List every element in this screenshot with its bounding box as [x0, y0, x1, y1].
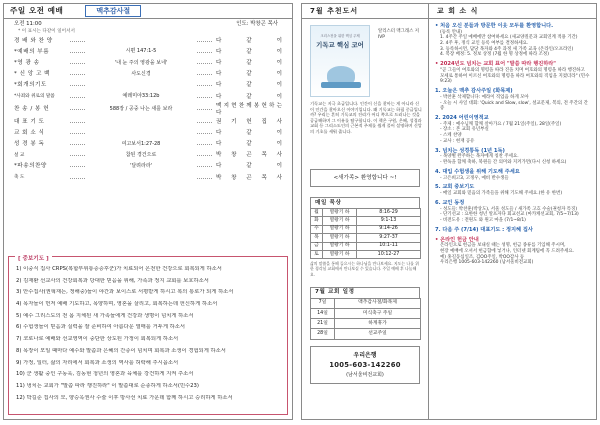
- news-item: [435, 227, 590, 234]
- worship-sub-info: [4, 19, 292, 28]
- table-row: [311, 209, 421, 217]
- order-item-person: 다 같 이: [216, 48, 282, 55]
- order-row: [14, 69, 282, 80]
- order-item-person: 다 같 이: [216, 129, 282, 136]
- prayer-item: 4) 목자들이 먼저 예배 기도하고, 목양하며, 영혼을 살리고, 회복하는데 헌신하게 하소서: [16, 301, 218, 308]
- table-row: [311, 319, 421, 329]
- right-left-column: [302, 4, 429, 419]
- order-item-person: 다 같 이: [216, 93, 282, 100]
- leader-dots: [197, 178, 212, 179]
- news-line: - 오늘 시 사일 대회: 'Quick and Slow, slow', 설교문제, 복의, 전 주간의 간증: [440, 100, 588, 112]
- table-cell: 목: [311, 234, 323, 242]
- leader-dots: [70, 41, 85, 42]
- table-cell: 14일: [311, 308, 335, 318]
- table-cell: 7일: [311, 298, 335, 308]
- prayer-title: [ 중보기도 ]: [15, 256, 52, 263]
- table-row: [311, 308, 421, 318]
- order-item-name: 교 회 소 식: [14, 129, 45, 136]
- book-cover-art-base: [321, 82, 361, 88]
- news-line: - 교사 : 현재 공유: [440, 138, 475, 144]
- news-heading: 2. 2024 어린이영적교: [435, 115, 489, 122]
- leader-dots: [197, 97, 212, 98]
- table-cell: 열왕기 하: [323, 234, 357, 242]
- order-item-person: 다 같 이: [216, 37, 282, 44]
- order-row: [14, 161, 282, 172]
- table-cell: 열왕기 하: [323, 209, 357, 217]
- table-cell: 10:12-27: [357, 250, 421, 258]
- table-cell: 토: [311, 250, 323, 258]
- table-row: [311, 225, 421, 233]
- news-heading: • 온라인 헌금 안내: [435, 236, 479, 243]
- order-item-person: 박 창 곤 목 사: [216, 174, 282, 181]
- book-author: 알리스터 맥그래스 저: [378, 29, 419, 34]
- order-item-content: 참된 경건으로: [125, 151, 157, 158]
- meditation-note: 삶의 말씀을 통해 들으시는 하나님을 만나보세요. 지도는 나를 위한 경각심 교회에서 만나보실 수 있습니다. 주일 예배 후 나눔해요.: [310, 261, 419, 277]
- new-family-welcome: <새가족> 환영합니다 ~!: [310, 169, 420, 187]
- leader-dots: [70, 144, 85, 145]
- prayer-item: 1) 이중식 집사 CRPS(복합부위통증증후군)가 치료되어 온전한 건강으로 회복되게 하소서: [16, 266, 222, 272]
- table-cell: 10:1-11: [357, 242, 421, 250]
- news-heading: 4. 대입 수험생을 위해 기도해 주세요: [435, 168, 520, 175]
- news-item: [435, 148, 590, 166]
- prayer-item: 2) 김재환 선교사의 건강회복과 당대한 믿음을 위해, 가족과 정지 교회를 보호하소서: [16, 277, 209, 284]
- order-item-name: 찬 송 / 봉 헌: [14, 106, 50, 113]
- order-item-name: *회개의기도: [14, 82, 47, 89]
- order-item-person: 다 같 이: [216, 59, 282, 66]
- worship-leader: 인도: 박창곤 목사: [236, 21, 278, 27]
- table-cell: 9:27-37: [357, 234, 421, 242]
- worship-header: [4, 4, 292, 19]
- table-cell: 28일: [311, 329, 335, 339]
- table-cell: 열왕기 하: [323, 250, 357, 258]
- table-cell: 9:1-13: [357, 217, 421, 225]
- prayer-item: 3) 안수집사(권혁재는, 정해중)들이 야간과 보이스로 서평받게 하시고 복의 통로가 되게 하소서: [16, 289, 234, 296]
- leader-dots: [197, 122, 212, 123]
- news-line: - 박찬훈 삭제합니다: 예라이 직업음 하게 모아: [440, 94, 529, 100]
- news-line: (등록 안내): [440, 29, 463, 35]
- order-row: [14, 173, 282, 184]
- order-item-content: 사도신경: [131, 70, 151, 77]
- leader-dots: [197, 109, 212, 110]
- order-row: [14, 150, 282, 161]
- news-line: - 완독을 함께 축하, 북원들 간 의미와 지켜가면(다시 신청 하세요): [440, 160, 567, 166]
- news-item: [435, 88, 590, 112]
- table-row: [311, 298, 421, 308]
- leader-dots: [70, 109, 85, 110]
- news-heading: 7. 다음 주 (7/14) 대표기도 : 정지혜 집사: [435, 226, 533, 233]
- worship-time: 오전 11:00: [14, 21, 42, 27]
- news-line: - 주제 : 예수님께 함께 살아가요 / 7월 21일(주일), 28일(주일): [440, 121, 562, 127]
- order-item-person: 다 같 이: [216, 71, 282, 78]
- prayer-item: 7) 코로나로 예배와 선교영역이 중단한 상도된 가정이 회복되게 하소서: [16, 336, 179, 343]
- table-row: [311, 329, 421, 339]
- news-line: 모세로 통하여 이르신 여호와의 명령을 따라 여호와의 직임을 지켰더라" (민수9:23): [440, 73, 590, 85]
- news-item: [435, 23, 590, 58]
- table-cell: 화: [311, 217, 323, 225]
- order-item-name: 성 경 봉 독: [14, 141, 45, 148]
- news-item: [435, 169, 590, 181]
- leader-dots: [197, 166, 212, 167]
- order-item-person: 박 창 곤 목 사: [216, 152, 282, 159]
- table-row: [311, 234, 421, 242]
- bank-account-holder: (남서울비전교회): [346, 371, 384, 378]
- news-line: - 고은희고3, 고정우, 예비 반수생들: [440, 175, 509, 181]
- leader-dots: [70, 122, 85, 123]
- news-line: 예) 홍길동십일조, 김OO주일, 박OO감사 등: [440, 254, 525, 260]
- table-cell: 8:16-29: [357, 209, 421, 217]
- book-recommendation: [310, 25, 428, 97]
- leader-dots: [197, 63, 212, 64]
- order-item-person: 맥 지 현 찬 께 봉 헌 하 는 다: [216, 102, 282, 116]
- order-row: [14, 47, 282, 58]
- prayer-list: [9, 257, 287, 406]
- news-line: - 성도들: 박찬훈(박상도), 서울 성도들 / 새가족 고흐 수술(권청자 특징): [440, 206, 578, 212]
- order-row: [14, 117, 282, 128]
- leader-dots: [70, 166, 85, 167]
- news-line: 3. 등록하시면, 담당 목자와 4주 과정 새 가족 교육 (온라인/오프라인): [440, 46, 574, 52]
- leader-dots: [197, 144, 212, 145]
- table-cell: 9:14-26: [357, 225, 421, 233]
- news-line: - 단기선교 : 요한한 청년 알프자다 회교선교 (마카케선교회, 7/5~7/13): [440, 212, 579, 218]
- book-cover-title: 기독교 핵심 코어: [316, 41, 364, 49]
- table-cell: 금: [311, 242, 323, 250]
- news-line: "곧 그들이 여호와의 명령을 따라 진을 치며 여호와의 명령을 따라 행진하고: [440, 67, 585, 73]
- news-item: [435, 200, 590, 224]
- news-line: 현장 예배에 오셔서 헌금함에 넣거나, 인터넷 회계팀에 꼭 드려주세요.: [440, 249, 575, 255]
- table-cell: 수: [311, 225, 323, 233]
- order-item-name: *영 광 송: [14, 59, 40, 66]
- leader-dots: [70, 85, 85, 86]
- prayer-item: 9) 가정, 일터, 삶의 자리에서 회복과 소생의 역사를 허락해 주시옵소서: [16, 359, 179, 366]
- table-cell: 열왕기 하: [323, 217, 357, 225]
- leader-dots: [70, 155, 85, 156]
- order-row: [14, 139, 282, 150]
- order-row: [14, 35, 282, 46]
- table-row: [311, 250, 421, 258]
- leader-dots: [197, 41, 212, 42]
- order-row: [14, 91, 282, 102]
- daily-meditation-title: 매일 묵상: [310, 197, 420, 208]
- table-cell: 월: [311, 209, 323, 217]
- daily-meditation-table: [310, 208, 421, 259]
- order-row: [14, 128, 282, 139]
- worship-theme-badge: 맥추감사절: [85, 5, 141, 18]
- leader-dots: [197, 85, 212, 86]
- news-line: 2. 4주 후, 정식 교인 등록 여부를 결정하세요.: [440, 41, 529, 47]
- bank-account-box: [310, 346, 420, 384]
- news-heading: 5. 교회 중보기도: [435, 184, 475, 191]
- order-of-service: [4, 35, 292, 183]
- standing-note: * 이 표시는 다같이 일어서서: [18, 28, 75, 34]
- news-line: - 매일 교회와 믿음의 가족들을 위해 기도해 주세요.(한 유 한번): [440, 191, 563, 197]
- order-item-name: *사죄와 위로의 말씀: [14, 94, 55, 100]
- news-heading: 3. 넘치는 성경통독 (1년 1독): [435, 147, 505, 154]
- leader-dots: [70, 97, 85, 98]
- order-row: [14, 103, 282, 117]
- prayer-item: 12) 박길준 집사의 모, 양승옥권사 수술 이후 방사선 치료 가운데 함께 하시고 승리하게 하소서: [16, 394, 233, 401]
- leader-dots: [197, 74, 212, 75]
- order-item-content: '달려라라': [129, 163, 153, 170]
- order-row: [14, 80, 282, 91]
- order-item-content: '내 눈 주의 영광을 보네': [114, 59, 168, 66]
- news-line: - 비전도유 : 전원도 와 원고 마을 (7/1~8/1): [440, 218, 526, 223]
- news-item: [435, 184, 590, 196]
- worship-title: 주일 오전 예배: [10, 6, 64, 16]
- church-news-column: [429, 4, 596, 419]
- order-item-name: *예배의 부름: [14, 48, 50, 55]
- news-line: 4. 복장 배정: 5. 정보 상정 (7월 한 명 상정에 따라 조정): [440, 52, 549, 58]
- table-cell: 선교주일: [335, 329, 421, 339]
- news-line: - 목양별 완주하는 목자에게 칭찬 주세요.: [440, 154, 519, 160]
- order-item-name: * 신 앙 고 백: [14, 71, 51, 78]
- order-item-content: 예레미야33:12b: [122, 93, 160, 100]
- order-item-name: *파송의찬양: [14, 163, 47, 170]
- intercessory-prayer-box: [8, 256, 288, 415]
- leader-dots: [197, 52, 212, 53]
- news-line: 1. 4주간 주일 예배에만 참여하세요 (새교양질문과 교회연계 적용 기간): [440, 35, 578, 41]
- table-row: [311, 242, 421, 250]
- table-cell: 하계휴가: [335, 319, 421, 329]
- news-heading: 1. 오늘은 맥추 감사주일 (화목제): [435, 88, 513, 95]
- news-item: [435, 237, 590, 266]
- prayer-item: 10) 군 생활 중인 구동욱, 김동현 청년의 영혼과 육체를 강건하게 지켜 주소서: [16, 371, 194, 378]
- news-title: 교 회 소 식: [429, 4, 596, 19]
- table-cell: 열왕기 하: [323, 225, 357, 233]
- news-heading: • 처음 오신 분들과 방문한 이웃 모두를 환영합니다.: [435, 23, 554, 29]
- news-item: [435, 61, 590, 85]
- order-item-content: 588장 / 공중 나는 새를 보라: [109, 105, 173, 112]
- leader-dots: [197, 133, 212, 134]
- prayer-item: 8) 목장이 모일 때마다 예수와 말씀과 은혜의 간증이 넘치며 회복과 소생이 경험되게 하소서: [16, 347, 226, 354]
- bank-account-number: 1005-603-142260: [329, 361, 401, 370]
- news-line: 온라인으로 헌금을 보내실 때는 성명, 헌금 종류를 기입해 주시며,: [440, 243, 566, 249]
- book-description: 기독교는 지극 초급입니다. 인간이 신을 찾아는 게 아니라 신이 인간을 찾아오신 이야기입니다. 왜 기독교는 하필 중급입니까? 우리는 흔히 기독교의 진리가 어디 쪽으로 드러나는 것을 공급해하며 그 이유를 탐구합니다. 이 책은 구원, 은혜, 성경과 교회 등 그리스도인의 근본적 주제를 쉽게 풀어 설명하며 신앙의 기초를 세워 줍니다.: [310, 101, 422, 134]
- leader-dots: [70, 133, 85, 134]
- worship-order-panel: [3, 3, 293, 420]
- table-cell: 미식축구 주일: [335, 308, 421, 318]
- order-row: [14, 58, 282, 69]
- book-cover-subtitle: 크리스천을 위한 핵심 주제: [320, 34, 360, 38]
- order-item-person: 다 같 이: [216, 163, 282, 170]
- bank-name: 우리은행: [353, 351, 377, 359]
- book-publisher: IVP: [378, 34, 385, 40]
- order-item-content: 시편 147:1-5: [125, 48, 157, 55]
- prayer-item: 5) 예수 그리스도의 전 몸 지체된 새 가족들에게 건강과 생명이 넘치게 하소서: [16, 312, 194, 319]
- table-cell: 열왕기 하: [323, 242, 357, 250]
- table-cell: 21일: [311, 319, 335, 329]
- order-item-person: 다 같 이: [216, 141, 282, 148]
- book-cover-image: [310, 25, 370, 97]
- prayer-item: 6) 수험생들이 믿음과 실력을 잘 준비하여 아름다운 열매를 거두게 하소서: [16, 324, 185, 331]
- news-heading: 6. 교인 동정: [435, 199, 465, 206]
- church-schedule-table: [310, 298, 421, 340]
- news-list: [429, 19, 596, 266]
- leader-dots: [70, 52, 85, 53]
- book-section-title: 7월 추천도서: [302, 4, 428, 19]
- leader-dots: [70, 63, 85, 64]
- order-item-name: 설 교: [14, 152, 25, 158]
- leader-dots: [197, 155, 212, 156]
- news-heading: • 2024년도 넘치는 교회 표어 "말씀 따라 행진하라": [435, 61, 556, 68]
- order-item-content: 여고보서1:27-28: [121, 140, 161, 147]
- news-line: 우리은행 1005-603-142260 (남서울비전교회): [440, 260, 534, 266]
- order-item-name: 경 배 와 찬 양: [14, 37, 53, 44]
- order-item-name: 축 도: [14, 175, 25, 181]
- leader-dots: [70, 178, 85, 179]
- book-meta: [370, 25, 425, 97]
- order-item-name: 대 표 기 도: [14, 118, 45, 125]
- info-panel: [301, 3, 597, 420]
- table-row: [311, 217, 421, 225]
- leader-dots: [70, 74, 85, 75]
- order-item-person: 다 같 이: [216, 82, 282, 89]
- news-line: - 장소 : 본 교회 유년부실: [440, 127, 489, 133]
- news-item: [435, 115, 590, 144]
- church-schedule-title: 7월 교회 일정: [310, 287, 420, 298]
- news-line: - 스케 찬양: [440, 133, 462, 139]
- order-item-person: 권 기 헌 집 사: [216, 118, 282, 125]
- table-cell: 맥추감사절/화목제: [335, 298, 421, 308]
- prayer-item: 11) 냉치는 교회가 "말씀 따라 행진하라" 이 말씀대로 순종하게 하소서(민수23): [16, 382, 199, 389]
